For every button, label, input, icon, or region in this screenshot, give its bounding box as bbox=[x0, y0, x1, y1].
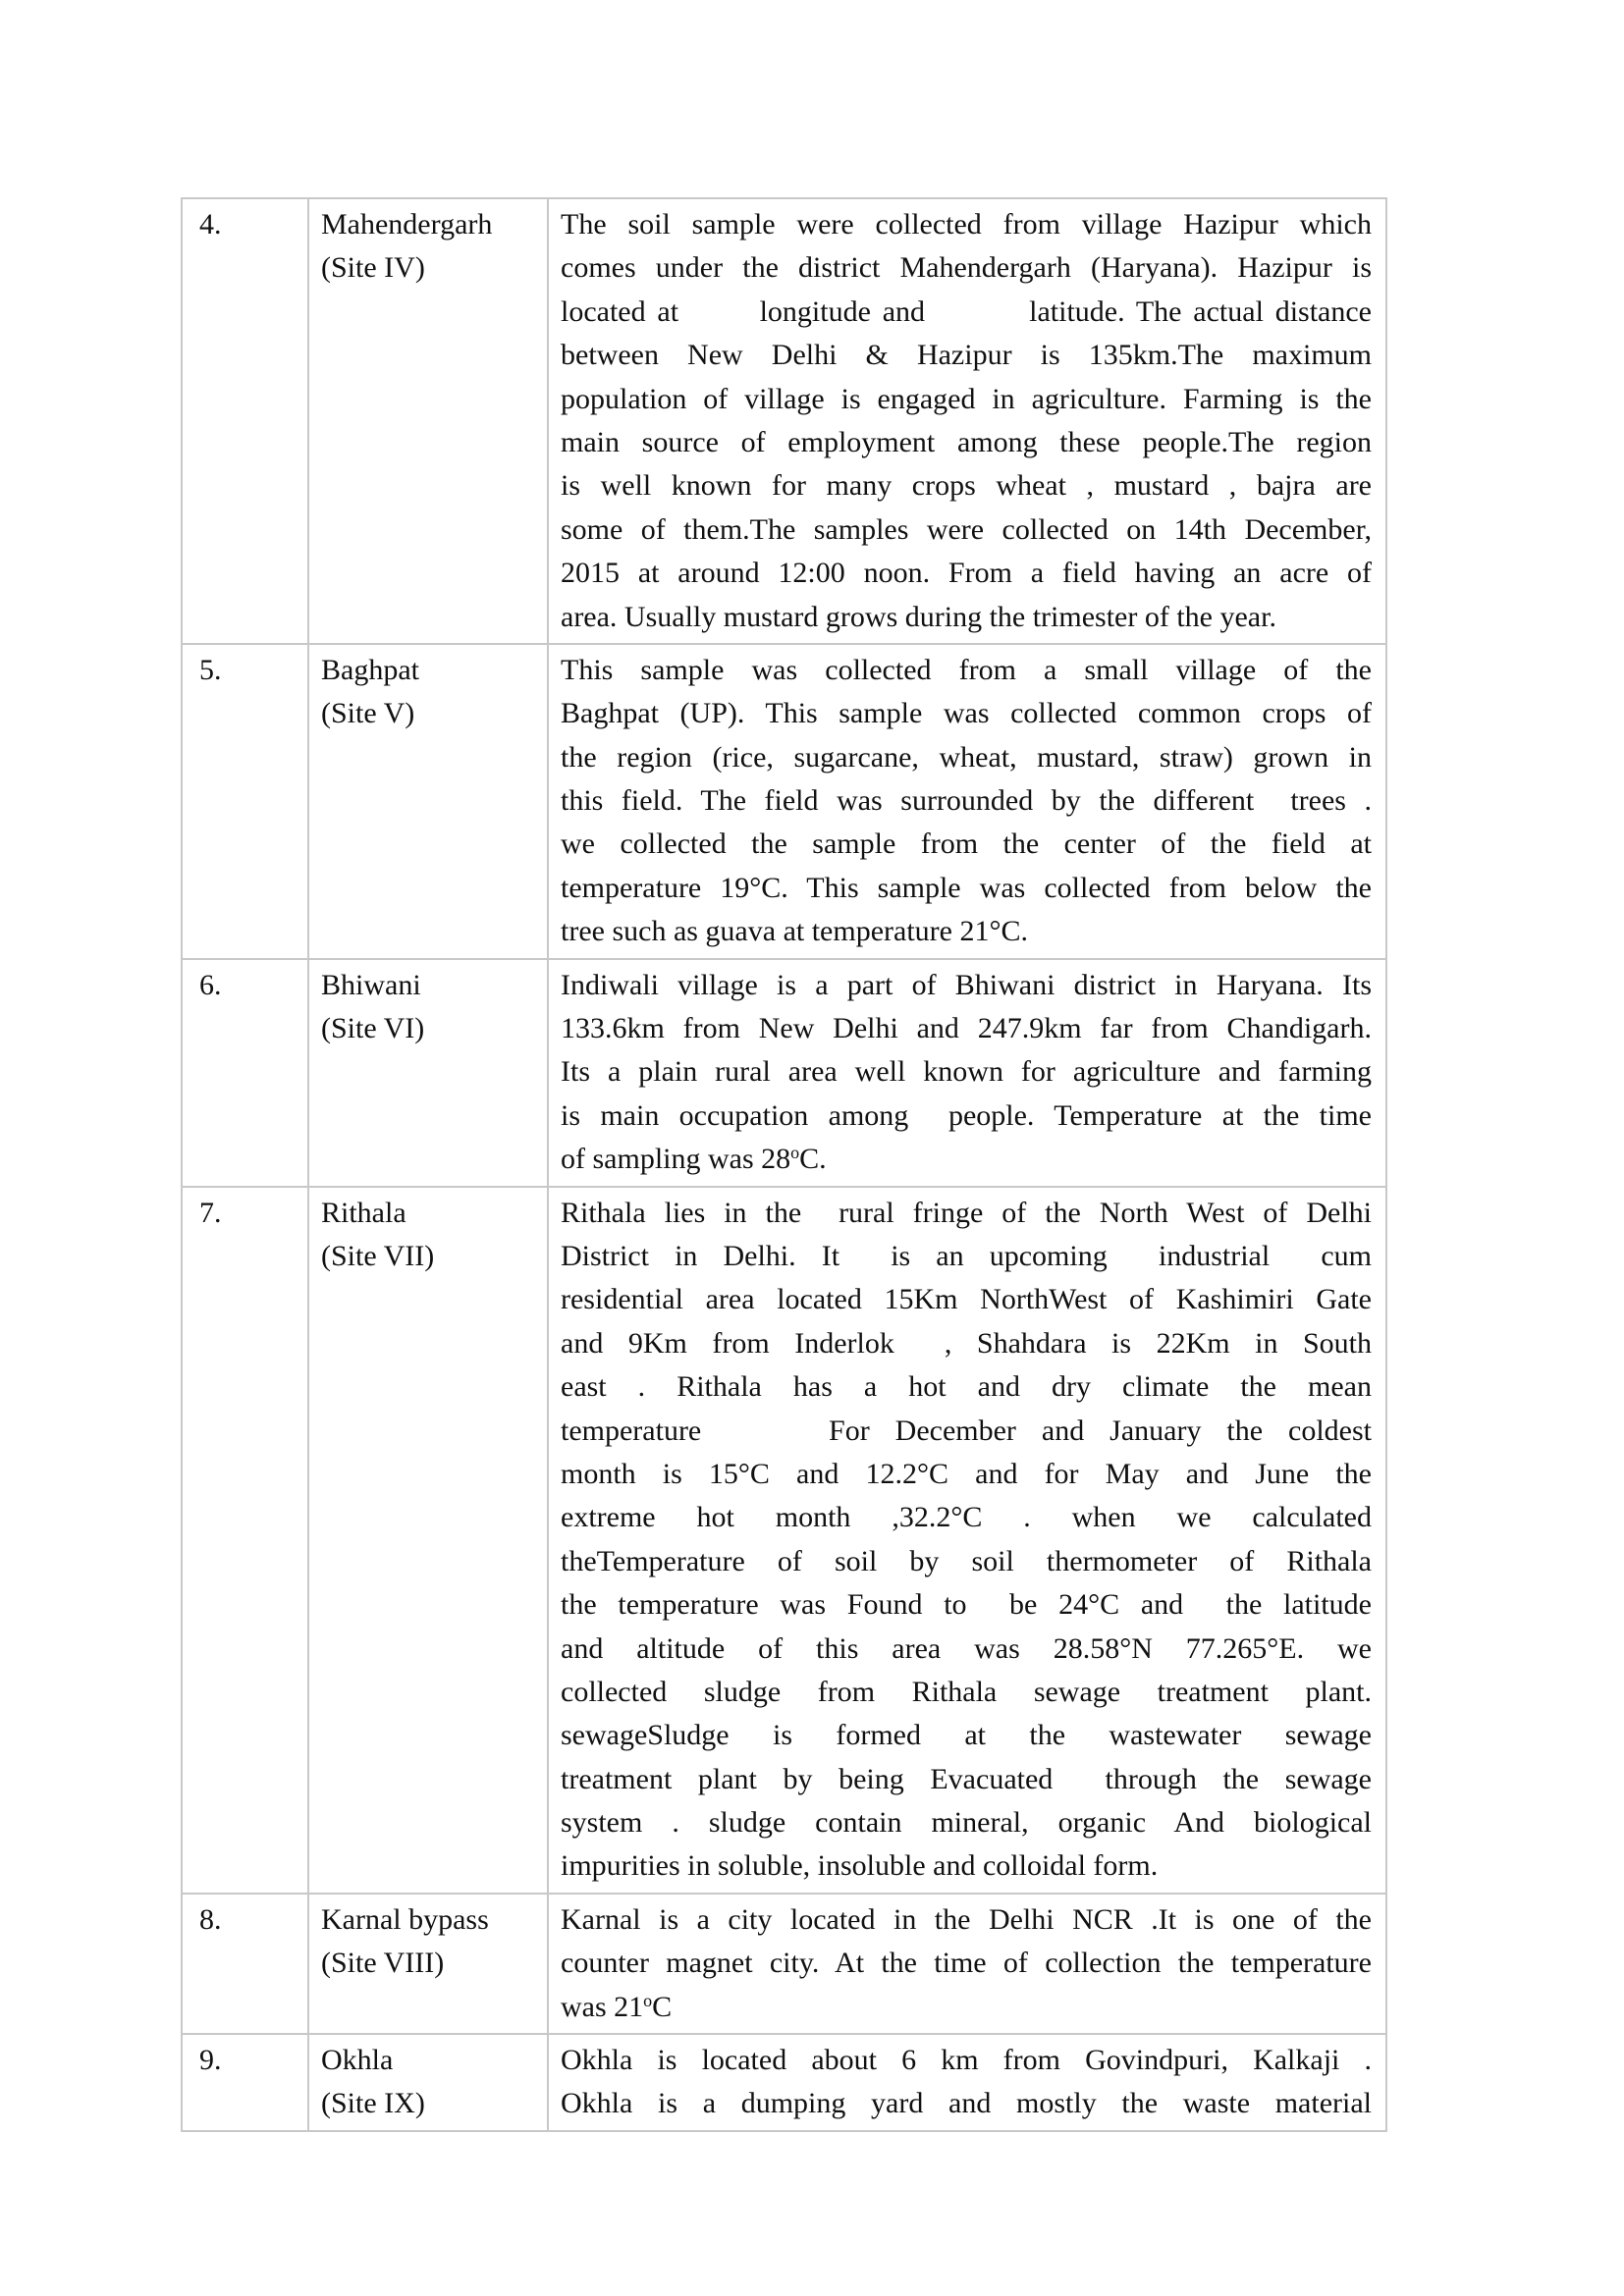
serial-number: 5. bbox=[199, 653, 222, 686]
site-description bbox=[549, 1188, 1385, 1893]
site-cell bbox=[308, 1187, 548, 1894]
site-code: (Site V) bbox=[321, 697, 415, 730]
serial-number-cell bbox=[182, 1187, 308, 1894]
description-line: Okhla is a dumping yard and mostly the waste material bbox=[561, 2087, 1372, 2120]
description-line: the temperature was Found to be 24°C and the latitude bbox=[561, 1588, 1372, 1622]
table-row bbox=[182, 198, 1386, 644]
description-line: tree such as guava at temperature 21°C. bbox=[561, 915, 1028, 948]
sampling-sites-table bbox=[181, 197, 1387, 2132]
description-line: Its a plain rural area well known for agriculture and farming bbox=[561, 1055, 1372, 1089]
site-code: (Site IV) bbox=[321, 251, 425, 285]
description-line: some of them.The samples were collected on 14th December, bbox=[561, 512, 1372, 546]
serial-number: 6. bbox=[199, 968, 222, 1001]
description-line: Karnal is a city located in the Delhi NCR .It is one of the bbox=[561, 1902, 1372, 1936]
site-description bbox=[549, 1895, 1385, 2033]
site-name: Rithala bbox=[321, 1196, 406, 1229]
description-line: main source of employment among these people.The region bbox=[561, 425, 1372, 458]
site-name: Baghpat bbox=[321, 653, 419, 686]
description-line: of sampling was 28$^o$C. bbox=[561, 1143, 827, 1176]
description-line: the region (rice, sugarcane, wheat, mustard, straw) grown in bbox=[561, 740, 1372, 774]
site-cell bbox=[308, 1894, 548, 2034]
site-name: Karnal bypass bbox=[321, 1902, 489, 1936]
serial-number: 9. bbox=[199, 2044, 222, 2077]
description-cell bbox=[548, 2034, 1386, 2131]
description-line: system . sludge contain mineral, organic And biological bbox=[561, 1806, 1372, 1840]
description-line: This sample was collected from a small village of the bbox=[561, 653, 1372, 686]
description-line: and altitude of this area was 28.58°N 77.265°E. we bbox=[561, 1631, 1372, 1665]
serial-number: 8. bbox=[199, 1902, 222, 1936]
description-line: theTemperature of soil by soil thermometer of Rithala bbox=[561, 1544, 1372, 1577]
site-cell bbox=[308, 959, 548, 1187]
serial-number: 4. bbox=[199, 208, 222, 240]
description-line: residential area located 15Km NorthWest of Kashimiri Gate bbox=[561, 1283, 1372, 1316]
site-cell bbox=[308, 2034, 548, 2131]
description-line: population of village is engaged in agriculture. Farming is the bbox=[561, 382, 1372, 415]
serial-number-cell bbox=[182, 2034, 308, 2131]
degree-superscript: o bbox=[643, 1990, 653, 2010]
description-line: treatment plant by being Evacuated through the sewage bbox=[561, 1762, 1372, 1795]
site-code: (Site VII) bbox=[321, 1239, 435, 1272]
site-code: (Site VI) bbox=[321, 1012, 425, 1045]
table-row bbox=[182, 959, 1386, 1187]
description-cell bbox=[548, 1187, 1386, 1894]
table-row bbox=[182, 1894, 1386, 2034]
description-line: 2015 at around 12:00 noon. From a field having an acre of bbox=[561, 557, 1372, 590]
description-line: is main occupation among people. Temperature at the time bbox=[561, 1098, 1372, 1132]
site-description bbox=[549, 645, 1385, 958]
description-line: between New Delhi & Hazipur is 135km.The maximum bbox=[561, 339, 1372, 372]
description-line: collected sludge from Rithala sewage treatment plant. bbox=[561, 1675, 1372, 1708]
site-name: Okhla bbox=[321, 2044, 394, 2077]
description-line: temperature For December and January the coldest bbox=[561, 1414, 1372, 1447]
description-line: comes under the district Mahendergarh (Haryana). Hazipur is bbox=[561, 251, 1372, 285]
description-line: Baghpat (UP). This sample was collected common crops of bbox=[561, 697, 1372, 730]
description-line: temperature 19°C. This sample was collected from below the bbox=[561, 871, 1372, 904]
description-line: was 21$^o$C bbox=[561, 1990, 673, 2023]
description-line: Indiwali village is a part of Bhiwani district in Haryana. Its bbox=[561, 968, 1372, 1001]
description-cell bbox=[548, 959, 1386, 1187]
description-line: this field. The field was surrounded by the different trees . bbox=[561, 784, 1372, 818]
description-cell bbox=[548, 198, 1386, 644]
description-line: we collected the sample from the center of the field at bbox=[561, 828, 1372, 861]
serial-number-cell bbox=[182, 959, 308, 1187]
description-line: located at longitude and latitude. The actual distance bbox=[561, 294, 1372, 328]
site-description bbox=[549, 960, 1385, 1186]
site-code: (Site VIII) bbox=[321, 1947, 445, 1980]
site-cell bbox=[308, 198, 548, 644]
description-cell bbox=[548, 1894, 1386, 2034]
description-line: counter magnet city. At the time of collection the temperature bbox=[561, 1947, 1372, 1980]
table-row bbox=[182, 1187, 1386, 1894]
description-line: The soil sample were collected from village Hazipur which bbox=[561, 208, 1372, 240]
table-row bbox=[182, 2034, 1386, 2131]
description-line: Rithala lies in the rural fringe of the North West of Delhi bbox=[561, 1196, 1372, 1229]
site-description bbox=[549, 199, 1385, 643]
description-line: 133.6km from New Delhi and 247.9km far from Chandigarh. bbox=[561, 1012, 1372, 1045]
description-line: District in Delhi. It is an upcoming industrial cum bbox=[561, 1239, 1372, 1272]
description-line: area. Usually mustard grows during the trimester of the year. bbox=[561, 600, 1276, 633]
site-name: Mahendergarh bbox=[321, 208, 493, 240]
description-line: and 9Km from Inderlok , Shahdara is 22Km in South bbox=[561, 1326, 1372, 1360]
serial-number-cell bbox=[182, 198, 308, 644]
table-body bbox=[182, 198, 1386, 2131]
site-code: (Site IX) bbox=[321, 2087, 425, 2120]
serial-number: 7. bbox=[199, 1196, 222, 1229]
description-cell bbox=[548, 644, 1386, 959]
description-line: month is 15°C and 12.2°C and for May and June the bbox=[561, 1457, 1372, 1490]
serial-number-cell bbox=[182, 644, 308, 959]
site-cell bbox=[308, 644, 548, 959]
site-name: Bhiwani bbox=[321, 968, 421, 1001]
site-description bbox=[549, 2035, 1385, 2130]
description-line: sewageSludge is formed at the wastewater sewage bbox=[561, 1719, 1372, 1752]
degree-superscript: o bbox=[790, 1143, 800, 1163]
description-line: is well known for many crops wheat , mustard , bajra are bbox=[561, 469, 1372, 503]
serial-number-cell bbox=[182, 1894, 308, 2034]
description-line: extreme hot month ,32.2°C . when we calculated bbox=[561, 1501, 1372, 1534]
table-row bbox=[182, 644, 1386, 959]
description-line: east . Rithala has a hot and dry climate the mean bbox=[561, 1370, 1372, 1404]
description-line: Okhla is located about 6 km from Govindpuri, Kalkaji . bbox=[561, 2044, 1372, 2077]
description-line: impurities in soluble, insoluble and colloidal form. bbox=[561, 1849, 1159, 1883]
